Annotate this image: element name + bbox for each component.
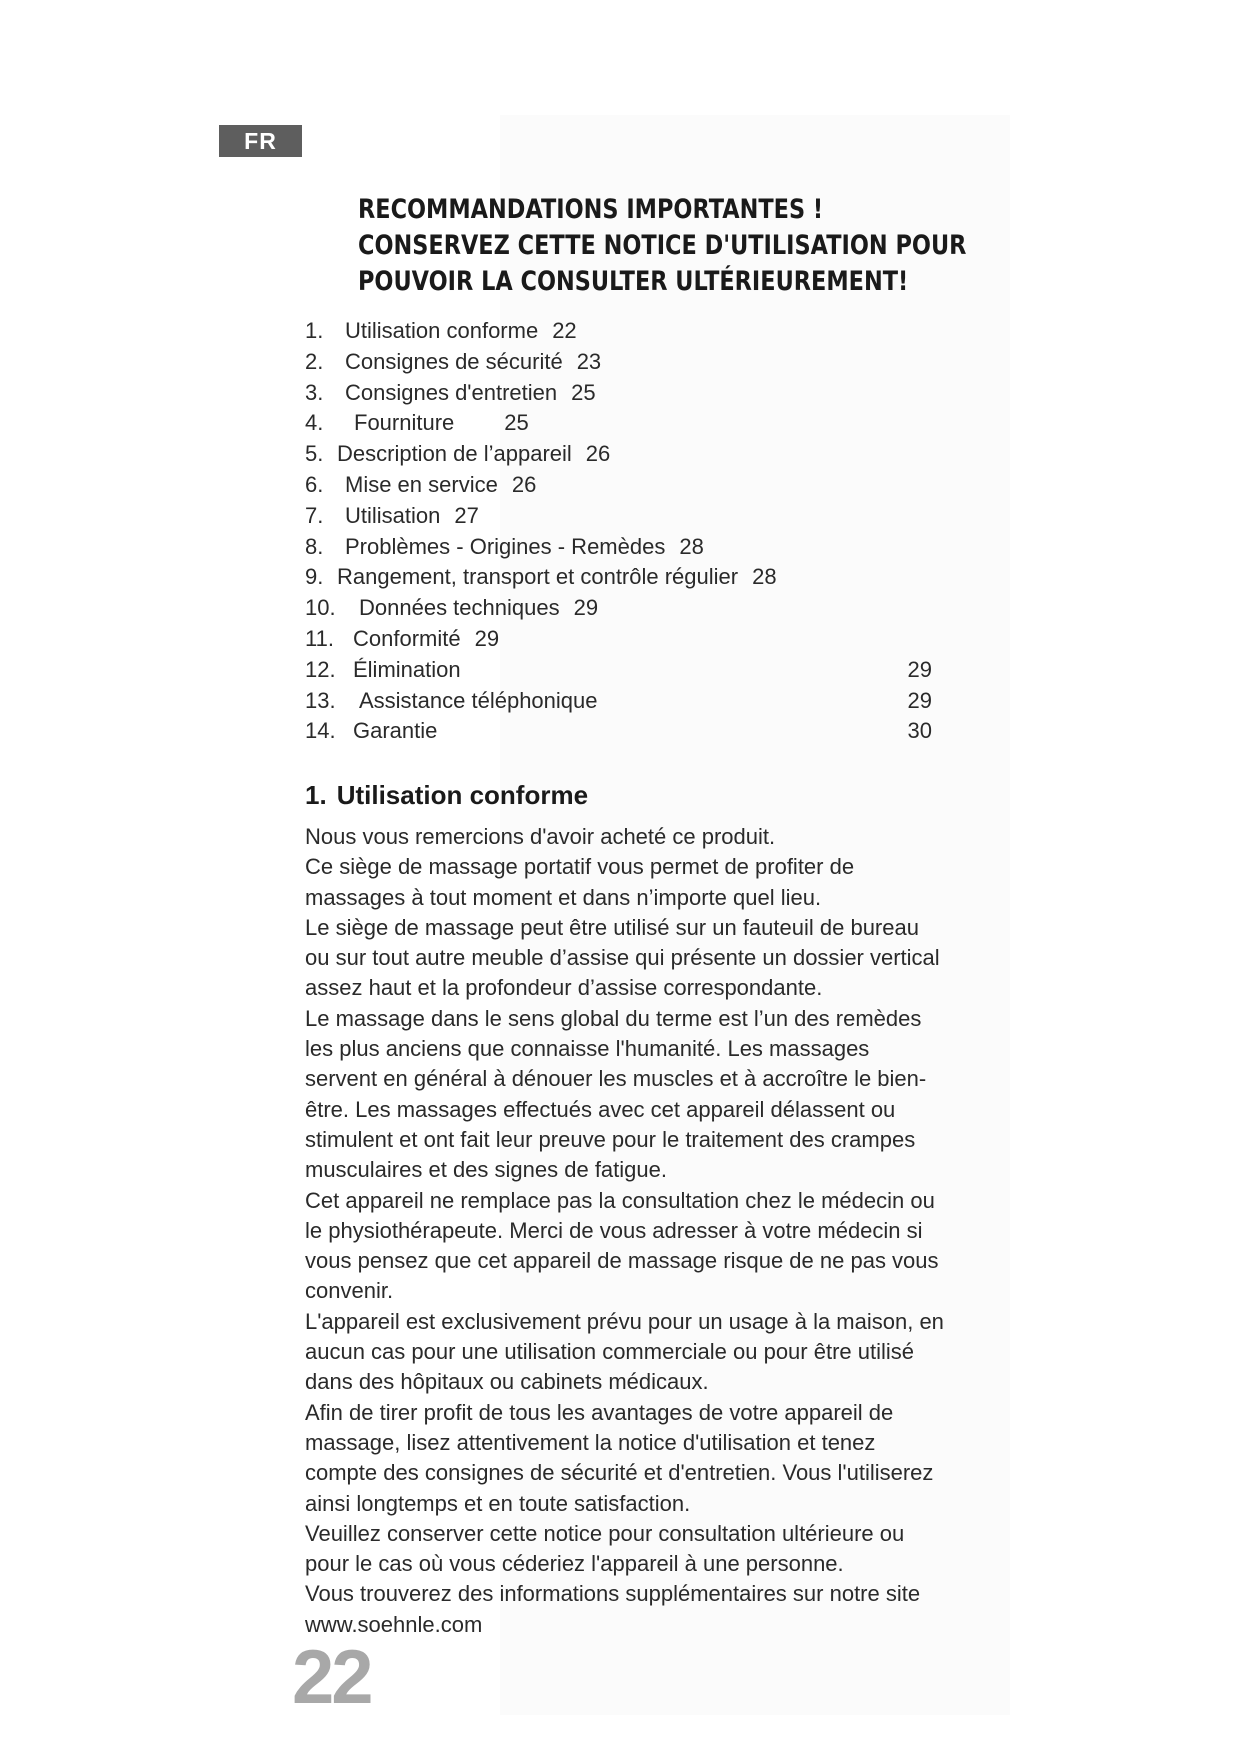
toc-item[interactable] [305, 562, 932, 593]
toc-item[interactable] [305, 624, 932, 655]
toc-item-number: 14. [305, 718, 336, 744]
toc-item-number: 10. [305, 595, 336, 621]
toc-item-page: 28 [752, 564, 777, 590]
toc-item-number: 12. [305, 656, 336, 682]
language-tab: FR [219, 125, 302, 157]
toc-item-page: 26 [585, 441, 611, 467]
toc-item-number: 9. [305, 564, 324, 590]
toc-item-number: 1. [305, 318, 324, 343]
toc-item-title: Conformité [353, 625, 461, 651]
toc-item-page: 23 [576, 348, 602, 374]
header-line: RECOMMANDATIONS IMPORTANTES ! [358, 194, 824, 225]
toc-item-number: 8. [305, 533, 324, 559]
toc-item[interactable] [305, 408, 932, 439]
toc-item-title: Rangement, transport et contrôle régulier [337, 564, 739, 590]
toc-item[interactable] [305, 716, 932, 747]
toc-item-page: 28 [679, 533, 704, 559]
toc-item[interactable] [305, 316, 932, 347]
toc-item-page: 30 [907, 718, 932, 744]
toc-item-number: 3. [305, 379, 324, 405]
toc-item-title: Assistance téléphonique [359, 687, 598, 713]
body-paragraph: Le massage dans le sens global du terme est l’un des remèdes les plus anciens que connaisse l'humanité. Les massages servent en général à dénouer les muscles et à accroître le bien-être. Les massages effectués avec cet appareil délassent ou stimulent et ont fait leur preuve pour le traitement des crampes musculaires et des signes de fatigue. [305, 1005, 927, 1183]
section-body [305, 822, 945, 1640]
body-paragraph: Afin de tirer profit de tous les avantages de votre appareil de massage, lisez attentivement la notice d'utilisation et tenez compte des consignes de sécurité et d'entretien. Vous l'utiliserez ainsi longtemps et en toute satisfaction. [305, 1399, 934, 1516]
body-paragraph: Le siège de massage peut être utilisé sur un fauteuil de bureau ou sur tout autre meuble d’assise qui présente un dossier vertical assez haut et la profondeur d’assise correspondante. [305, 914, 940, 1001]
body-paragraph: L'appareil est exclusivement prévu pour un usage à la maison, en aucun cas pour une utilisation commerciale ou pour être utilisé dans des hôpitaux ou cabinets médicaux. [305, 1308, 944, 1395]
section-title: Utilisation conforme [336, 780, 589, 810]
toc-item[interactable] [305, 686, 932, 717]
body-paragraph: Vous trouverez des informations supplémentaires sur notre site www.soehnle.com [305, 1581, 921, 1637]
toc-item-title: Description de l’appareil [337, 441, 572, 467]
body-paragraph: Nous vous remercions d'avoir acheté ce produit. [305, 824, 776, 849]
toc-item-page: 25 [504, 410, 529, 436]
body-paragraph: Cet appareil ne remplace pas la consultation chez le médecin ou le physiothérapeute. Merci de vous adresser à votre médecin si vous pensez que cet appareil de massage risque de ne pas vous convenir. [305, 1187, 939, 1304]
body-paragraph: Veuillez conserver cette notice pour consultation ultérieure ou pour le cas où vous céderiez l'appareil à une personne. [305, 1520, 905, 1577]
toc-item-page: 29 [474, 625, 500, 651]
toc-item-title: Données techniques [359, 595, 560, 621]
toc-item-title: Garantie [353, 718, 438, 744]
section-number: 1. [305, 780, 327, 810]
toc-item[interactable] [305, 347, 932, 378]
toc-item-page: 29 [907, 687, 932, 713]
page-number: 22 [292, 1635, 371, 1720]
toc-item-title: Consignes d'entretien [345, 379, 558, 405]
toc-item[interactable] [305, 470, 932, 501]
toc-item-page: 27 [454, 502, 479, 528]
toc-item-title: Élimination [353, 656, 461, 682]
toc-item-number: 4. [305, 410, 324, 436]
toc-item-number: 11. [305, 625, 334, 651]
toc-item-title: Problèmes - Origines - Remèdes [345, 533, 666, 559]
toc-item-title: Utilisation conforme [345, 318, 539, 343]
toc-item[interactable] [305, 593, 932, 624]
toc-item[interactable] [305, 439, 932, 470]
toc-item[interactable] [305, 655, 932, 686]
header-line: CONSERVEZ CETTE NOTICE D'UTILISATION POUR [358, 230, 967, 261]
table-of-contents [305, 316, 932, 747]
toc-item-number: 7. [305, 502, 324, 528]
toc-item-number: 2. [305, 348, 324, 374]
toc-item-number: 13. [305, 687, 336, 713]
toc-item-title: Mise en service [345, 471, 498, 497]
toc-item[interactable] [305, 501, 932, 532]
body-paragraph: Ce siège de massage portatif vous permet de profiter de massages à tout moment et dans n’importe quel lieu. [305, 854, 855, 910]
important-notice-header [358, 192, 966, 300]
toc-item-page: 25 [571, 379, 596, 405]
toc-item-page: 22 [552, 318, 577, 343]
toc-item-number: 5. [305, 441, 324, 467]
toc-item-number: 6. [305, 471, 324, 497]
toc-item[interactable] [305, 378, 932, 409]
section-heading [305, 780, 588, 811]
toc-item-page: 29 [573, 595, 599, 621]
toc-item-page: 29 [907, 656, 932, 682]
toc-item-page: 26 [511, 471, 537, 497]
header-line: POUVOIR LA CONSULTER ULTÉRIEUREMENT! [358, 266, 909, 297]
toc-item[interactable] [305, 532, 932, 563]
toc-item-title: Utilisation [345, 502, 441, 528]
toc-item-title: Consignes de sécurité [345, 348, 563, 374]
toc-item-title: Fourniture [354, 410, 455, 436]
